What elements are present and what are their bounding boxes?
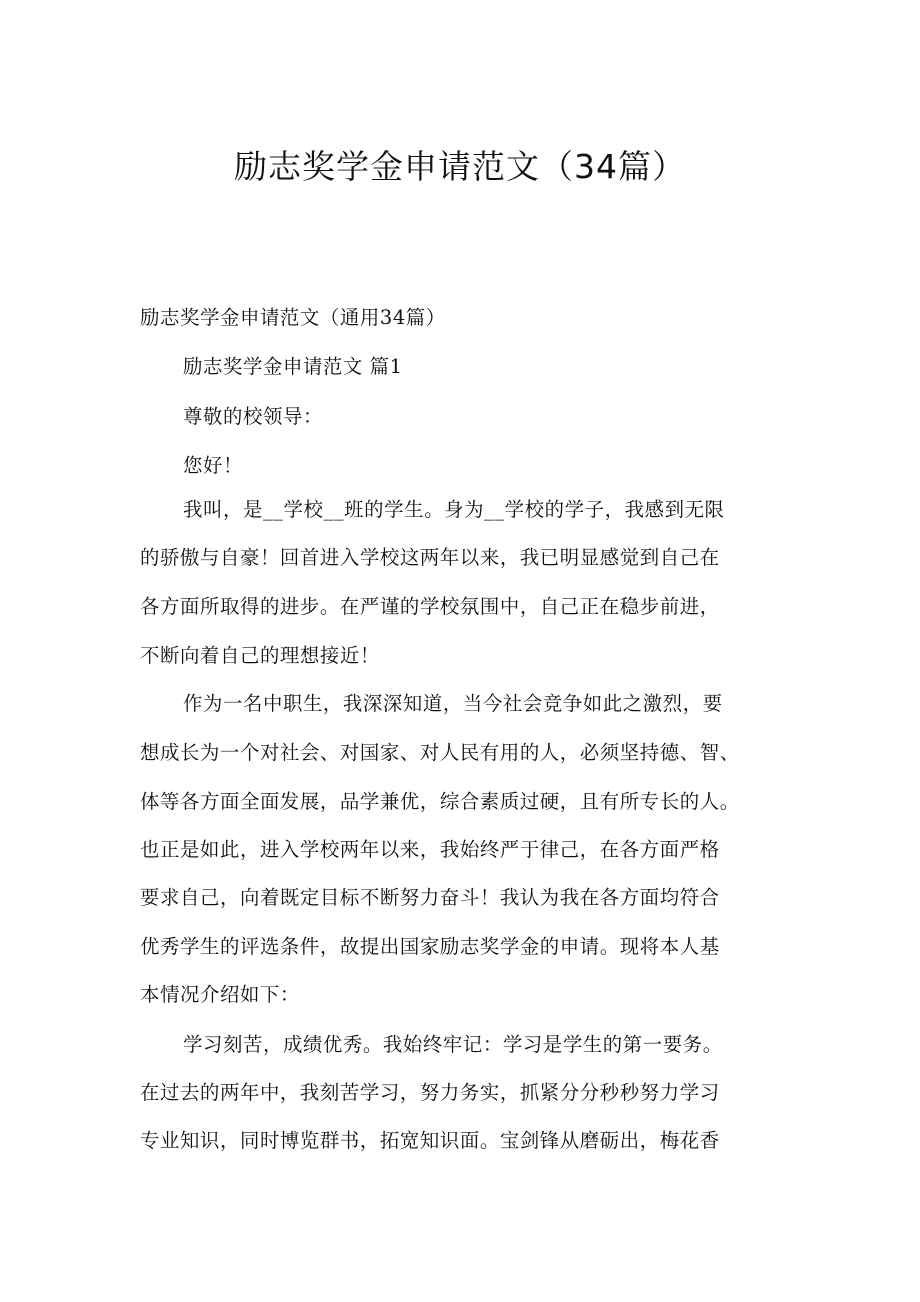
section-heading: 励志奖学金申请范文 篇1 — [183, 355, 403, 378]
body-text-line: 专业知识，同时博览群书，拓宽知识面。宝剑锋从磨砺出，梅花香 — [140, 1129, 720, 1152]
body-text-line: 本情况介绍如下： — [140, 983, 300, 1006]
body-text-line: 的骄傲与自豪！回首进入学校这两年以来，我已明显感觉到自己在 — [140, 546, 720, 569]
body-text-line: 体等各方面全面发展，品学兼优，综合素质过硬，且有所专长的人。 — [140, 790, 740, 813]
document-subtitle: 励志奖学金申请范文（通用34篇） — [140, 306, 446, 329]
body-text-line: 各方面所取得的进步。在严谨的学校氛围中，自己正在稳步前进， — [140, 595, 720, 618]
body-text-line: 作为一名中职生，我深深知道，当今社会竞争如此之激烈，要 — [183, 692, 723, 715]
body-text-line: 也正是如此，进入学校两年以来，我始终严于律己，在各方面严格 — [140, 838, 720, 861]
body-text-line: 不断向着自己的理想接近！ — [140, 644, 380, 667]
body-text-line: 优秀学生的评选条件，故提出国家励志奖学金的申请。现将本人基 — [140, 935, 720, 958]
body-text-line: 在过去的两年中，我刻苦学习，努力务实，抓紧分分秒秒努力学习 — [140, 1081, 720, 1104]
body-text-line: 想成长为一个对社会、对国家、对人民有用的人，必须坚持德、智、 — [140, 741, 740, 764]
body-text-line: 我叫，是__学校__班的学生。身为__学校的学子，我感到无限 — [183, 498, 725, 521]
salutation-line: 尊敬的校领导： — [183, 405, 323, 428]
body-text-line: 要求自己，向着既定目标不断努力奋斗！我认为我在各方面均符合 — [140, 886, 720, 909]
greeting-line: 您好！ — [183, 454, 243, 477]
document-title: 励志奖学金申请范文（34篇） — [234, 147, 686, 186]
body-text-line: 学习刻苦，成绩优秀。我始终牢记：学习是学生的第一要务。 — [183, 1033, 723, 1056]
